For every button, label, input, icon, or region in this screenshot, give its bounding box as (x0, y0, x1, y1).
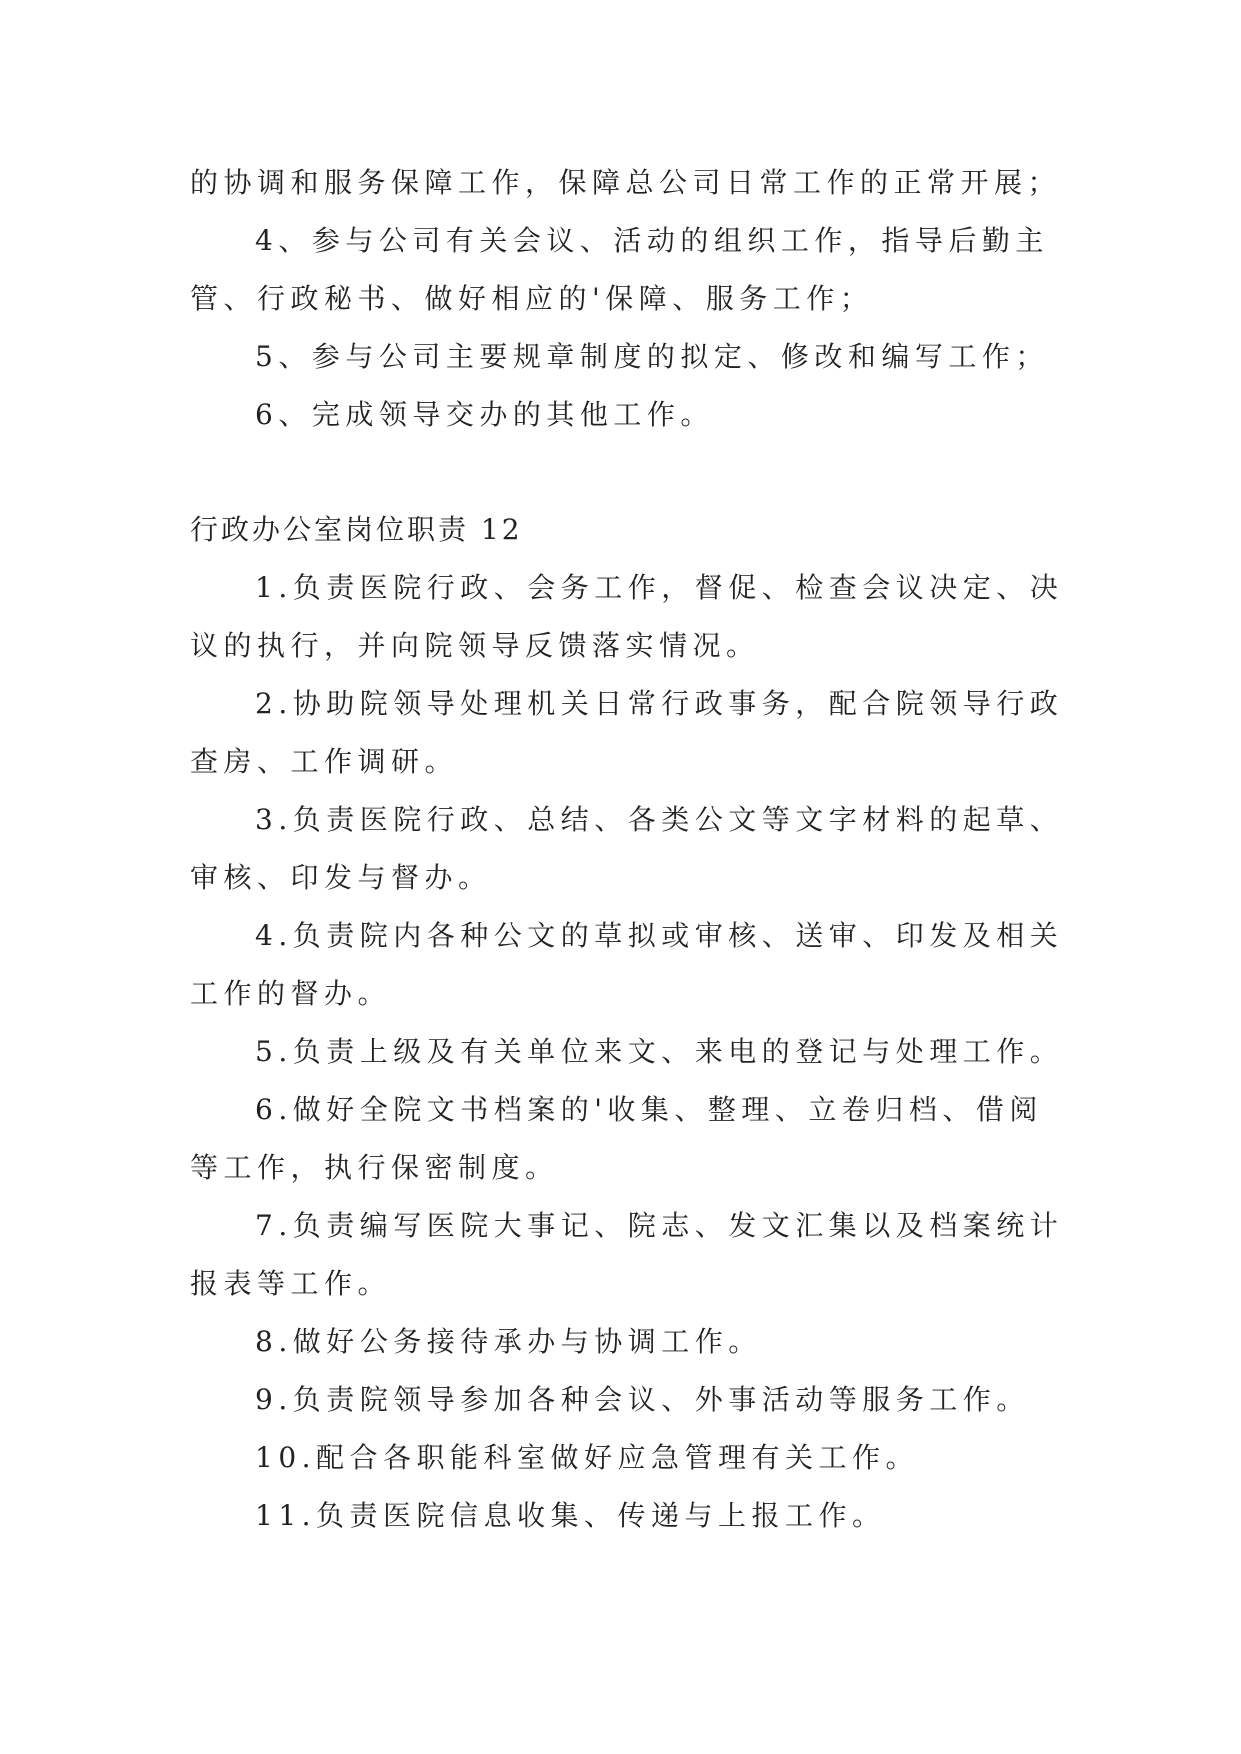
text-line: 9.负责院领导参加各种会议、外事活动等服务工作。 (255, 1383, 1030, 1416)
text-line: 4、参与公司有关会议、活动的组织工作，指导后勤主 (255, 224, 1049, 257)
text-line: 6.做好全院文书档案的'收集、整理、立卷归档、借阅 (255, 1093, 1043, 1126)
text-line: 4.负责院内各种公文的草拟或审核、送审、印发及相关 (255, 919, 1064, 952)
text-line: 8.做好公务接待承办与协调工作。 (255, 1325, 762, 1358)
text-line: 3.负责医院行政、总结、各类公文等文字材料的起草、 (255, 803, 1064, 836)
section-title: 行政办公室岗位职责 12 (190, 513, 523, 546)
text-line: 10.配合各职能科室做好应急管理有关工作。 (255, 1441, 920, 1474)
text-line: 审核、印发与督办。 (190, 861, 492, 894)
text-line: 查房、工作调研。 (190, 745, 459, 778)
text-line: 等工作，执行保密制度。 (190, 1151, 559, 1184)
text-line: 11.负责医院信息收集、传递与上报工作。 (255, 1499, 886, 1532)
text-line: 工作的督办。 (190, 977, 392, 1010)
text-line: 1.负责医院行政、会务工作，督促、检查会议决定、决 (255, 571, 1064, 604)
text-line: 报表等工作。 (190, 1267, 392, 1300)
text-line: 5.负责上级及有关单位来文、来电的登记与处理工作。 (255, 1035, 1064, 1068)
text-line: 管、行政秘书、做好相应的'保障、服务工作； (190, 282, 874, 315)
text-line: 6、完成领导交办的其他工作。 (255, 398, 714, 431)
text-line: 的协调和服务保障工作，保障总公司日常工作的正常开展； (190, 166, 1062, 199)
text-line: 5、参与公司主要规章制度的拟定、修改和编写工作； (255, 340, 1049, 373)
text-line: 2.协助院领导处理机关日常行政事务，配合院领导行政 (255, 687, 1064, 720)
text-line: 议的执行，并向院领导反馈落实情况。 (190, 629, 760, 662)
text-line: 7.负责编写医院大事记、院志、发文汇集以及档案统计 (255, 1209, 1064, 1242)
